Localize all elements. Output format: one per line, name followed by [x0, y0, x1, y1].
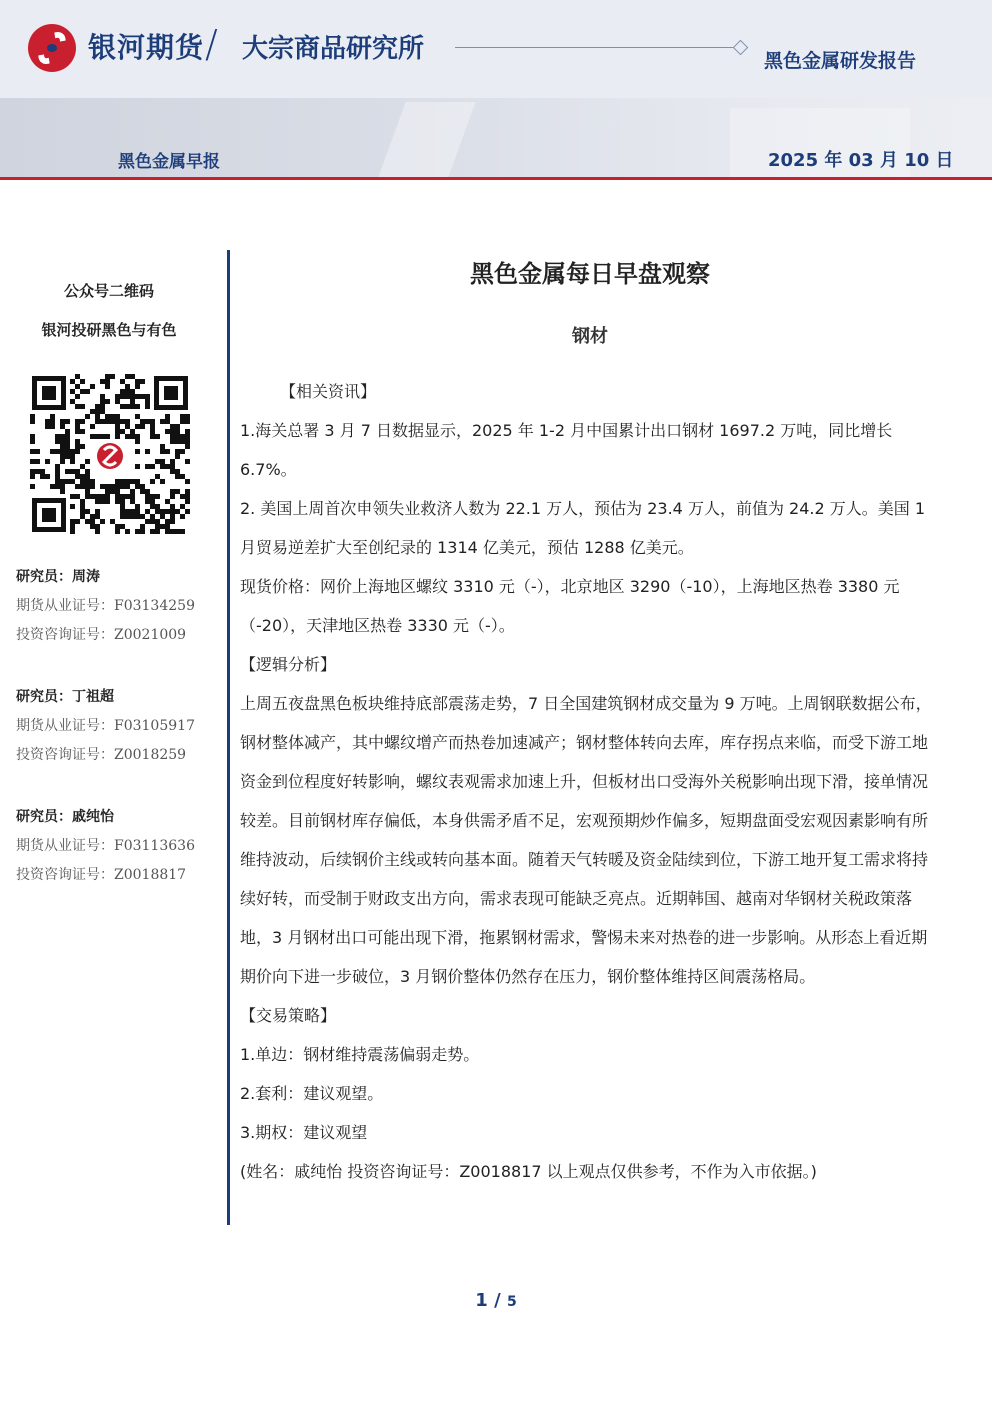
strategy-item: 1.单边：钢材维持震荡偏弱走势。 — [240, 1045, 480, 1064]
qr-account-name: 银河投研黑色与有色 — [41, 321, 177, 339]
analyst-name: 研究员：周涛 — [16, 569, 100, 585]
header-rule — [455, 47, 733, 48]
analyst-name: 研究员：丁祖超 — [16, 689, 114, 705]
analyst-card — [16, 806, 195, 893]
futures-license: 期货从业证号：F03134259 — [16, 598, 195, 614]
advisory-license: 投资咨询证号：Z0018259 — [16, 747, 187, 763]
company-name: 银河期货 — [88, 31, 205, 64]
disclaimer: (姓名：戚纯怡 投资咨询证号：Z0018817 以上观点仅供参考，不作为入市依据。) — [240, 1162, 817, 1181]
header-decoration — [374, 102, 475, 188]
page-total: 5 — [506, 1294, 517, 1310]
strategy-item: 2.套利：建议观望。 — [240, 1084, 384, 1103]
section-subtitle: 钢材 — [572, 326, 608, 347]
advisory-license: 投资咨询证号：Z0021009 — [16, 627, 187, 643]
report-date: 2025 年 03 月 10 日 — [768, 150, 954, 171]
logo-separator: / — [205, 22, 218, 66]
page-number — [0, 1290, 992, 1311]
qr-caption: 公众号二维码 — [63, 282, 154, 300]
analyst-card — [16, 686, 195, 773]
section-heading-news: 【相关资讯】 — [280, 382, 377, 401]
page-current: 1 — [475, 1290, 488, 1311]
report-body — [240, 372, 935, 1191]
report-category: 黑色金属早报 — [118, 152, 220, 172]
analyst-name: 研究员：戚纯怡 — [16, 809, 114, 825]
company-logo-icon — [28, 24, 76, 72]
spot-price: 现货价格：网价上海地区螺纹 3310 元（-），北京地区 3290（-10），上海地区热卷 3380 元（-20），天津地区热卷 3330 元（-）。 — [240, 577, 900, 635]
analyst-card — [16, 566, 195, 653]
logic-analysis: 上周五夜盘黑色板块维持底部震荡走势，7 日全国建筑钢材成交量为 9 万吨。上周钢联数据公布，钢材整体减产，其中螺纹增产而热卷加速减产；钢材整体转向去库，库存拐点来临，而受下游工地资金到位程度好转影响，螺纹表观需求加速上升，但板材出口受海外关税影响出现下滑，接单情况较差。目前钢材库存偏低，本身供需矛盾不足，宏观预期炒作偏多，短期盘面受宏观因素影响有所维持波动，后续钢价主线或转向基本面。随着天气转暖及资金陆续到位，下游工地开复工需求将持续好转，而受制于财政支出方向，需求表现可能缺乏亮点。近期韩国、越南对华钢材关税政策落地，3 月钢材出口可能出现下滑，拖累钢材需求，警惕未来对热卷的进一步影响。从形态上看近期期价向下进一步破位，3 月钢价整体仍然存在压力，钢价整体维持区间震荡格局。 — [240, 694, 932, 986]
qr-code-icon — [30, 374, 190, 534]
futures-license: 期货从业证号：F03113636 — [16, 838, 195, 854]
news-item: 2. 美国上周首次申领失业救济人数为 22.1 万人，预估为 23.4 万人，前值为 24.2 万人。美国 1 月贸易逆差扩大至创纪录的 1314 亿美元，预估 1288 亿美元。 — [240, 499, 926, 557]
page-title: 黑色金属每日早盘观察 — [470, 260, 710, 288]
sidebar-divider — [227, 250, 230, 1225]
institute-name: 大宗商品研究所 — [242, 34, 425, 64]
advisory-license: 投资咨询证号：Z0018817 — [16, 867, 187, 883]
page-separator: / — [487, 1290, 507, 1311]
strategy-item: 3.期权：建议观望 — [240, 1123, 368, 1142]
report-type: 黑色金属研发报告 — [764, 50, 917, 72]
header-divider — [0, 177, 992, 180]
section-heading-strategy: 【交易策略】 — [240, 1006, 337, 1025]
news-item: 1.海关总署 3 月 7 日数据显示，2025 年 1-2 月中国累计出口钢材 1697.2 万吨，同比增长 6.7%。 — [240, 421, 893, 479]
section-heading-logic: 【逻辑分析】 — [240, 655, 337, 674]
futures-license: 期货从业证号：F03105917 — [16, 718, 195, 734]
